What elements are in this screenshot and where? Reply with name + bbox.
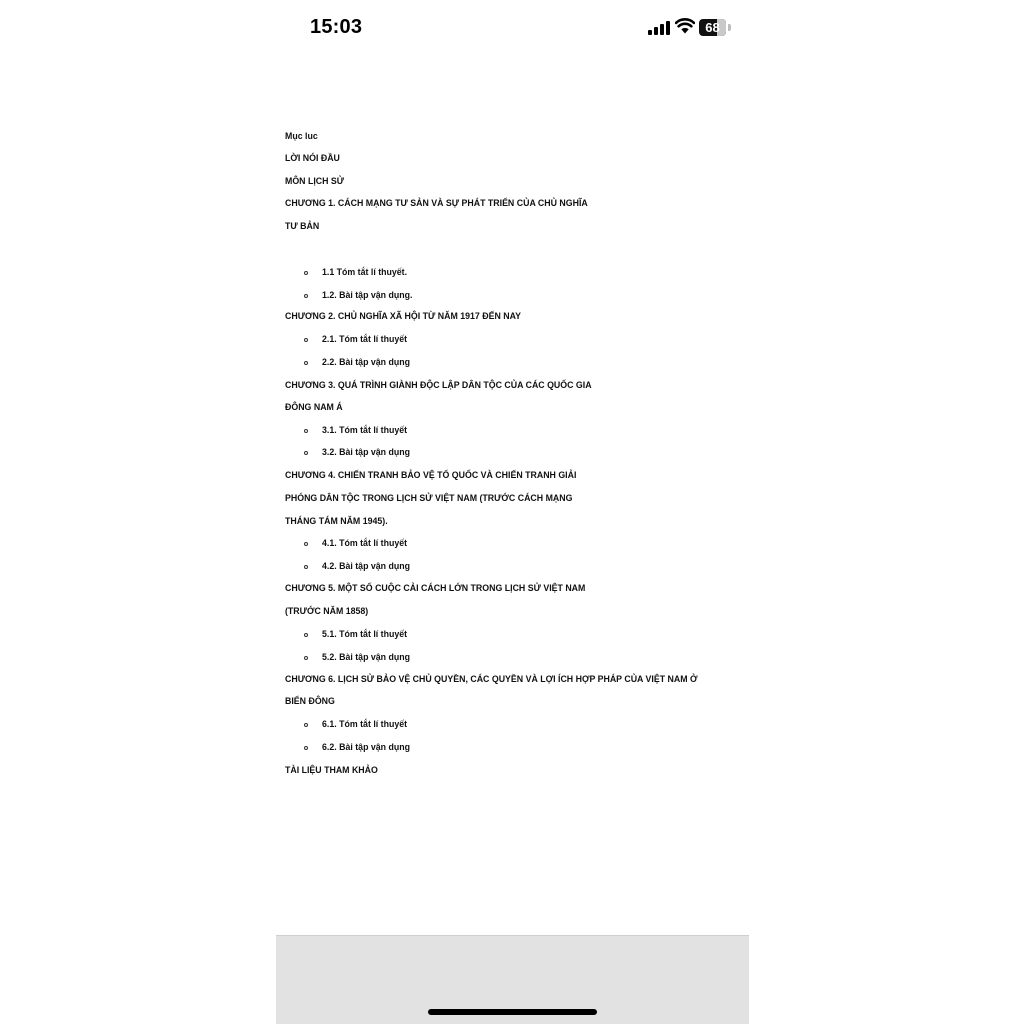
toc-entry: CHƯƠNG 2. CHỦ NGHĨA XÃ HỘI TỪ NĂM 1917 ĐẾN NAY <box>285 311 522 321</box>
bullet-icon <box>304 723 308 727</box>
toc-entry: PHÓNG DÂN TỘC TRONG LỊCH SỬ VIỆT NAM (TRƯỚC CÁCH MẠNG <box>285 493 573 503</box>
bullet-icon <box>304 271 308 275</box>
toc-subentry: 5.2. Bài tập vận dụng <box>322 652 410 662</box>
toc-heading: Mục luc <box>285 131 318 141</box>
toc-entry: TÀI LIỆU THAM KHẢO <box>285 765 378 775</box>
status-bar <box>276 0 749 56</box>
toc-entry: MÔN LỊCH SỬ <box>285 176 345 186</box>
toc-entry: THÁNG TÁM NĂM 1945). <box>285 516 388 526</box>
bullet-icon <box>304 542 308 546</box>
bullet-icon <box>304 633 308 637</box>
home-indicator[interactable] <box>428 1009 597 1015</box>
toc-subentry: 3.2. Bài tập vận dụng <box>322 447 410 457</box>
toc-subentry: 3.1. Tóm tắt lí thuyết <box>322 425 408 435</box>
toc-entry: CHƯƠNG 3. QUÁ TRÌNH GIÀNH ĐỘC LẬP DÂN TỘC CỦA CÁC QUỐC GIA <box>285 380 592 390</box>
toc-subentry: 6.2. Bài tập vận dụng <box>322 742 410 752</box>
bullet-icon <box>304 451 308 455</box>
toc-entry: TƯ BẢN <box>285 221 320 231</box>
toc-subentry: 4.1. Tóm tắt lí thuyết <box>322 538 408 548</box>
toc-entry: LỜI NÓI ĐẦU <box>285 153 340 163</box>
status-time: 15:03 <box>310 16 363 38</box>
bullet-icon <box>304 656 308 660</box>
toc-subentry: 5.1. Tóm tắt lí thuyết <box>322 629 408 639</box>
battery-level: 68 <box>705 20 720 35</box>
battery-icon <box>699 19 732 36</box>
bullet-icon <box>304 565 308 569</box>
toc-subentry: 2.1. Tóm tắt lí thuyết <box>322 334 408 344</box>
toc-entry: CHƯƠNG 1. CÁCH MẠNG TƯ SẢN VÀ SỰ PHÁT TRIỂN CỦA CHỦ NGHĨA <box>285 198 588 208</box>
toc-subentry: 1.2. Bài tập vận dụng. <box>322 290 413 300</box>
toc-entry: CHƯƠNG 4. CHIẾN TRANH BẢO VỆ TỔ QUỐC VÀ CHIẾN TRANH GIẢI <box>285 470 577 480</box>
toc-subentry: 2.2. Bài tập vận dụng <box>322 357 410 367</box>
bullet-icon <box>304 361 308 365</box>
toc-subentry: 4.2. Bài tập vận dụng <box>322 561 410 571</box>
toc-entry: BIỂN ĐÔNG <box>285 696 335 706</box>
toc-entry: CHƯƠNG 6. LỊCH SỬ BẢO VỆ CHỦ QUYỀN, CÁC QUYỀN VÀ LỢI ÍCH HỢP PHÁP CỦA VIỆT NAM Ở <box>285 674 698 684</box>
bullet-icon <box>304 294 308 298</box>
toc-entry: (TRƯỚC NĂM 1858) <box>285 606 369 616</box>
bullet-icon <box>304 746 308 750</box>
toc-subentry: 6.1. Tóm tắt lí thuyết <box>322 719 408 729</box>
signal-icon <box>648 21 670 35</box>
toc-entry: CHƯƠNG 5. MỘT SỐ CUỘC CẢI CÁCH LỚN TRONG LỊCH SỬ VIỆT NAM <box>285 583 586 593</box>
toc-entry: ĐÔNG NAM Á <box>285 402 343 412</box>
toc-subentry: 1.1 Tóm tắt lí thuyết. <box>322 267 408 277</box>
phone-screen <box>276 0 749 1024</box>
bullet-icon <box>304 429 308 433</box>
bullet-icon <box>304 338 308 342</box>
wifi-icon <box>675 18 695 34</box>
